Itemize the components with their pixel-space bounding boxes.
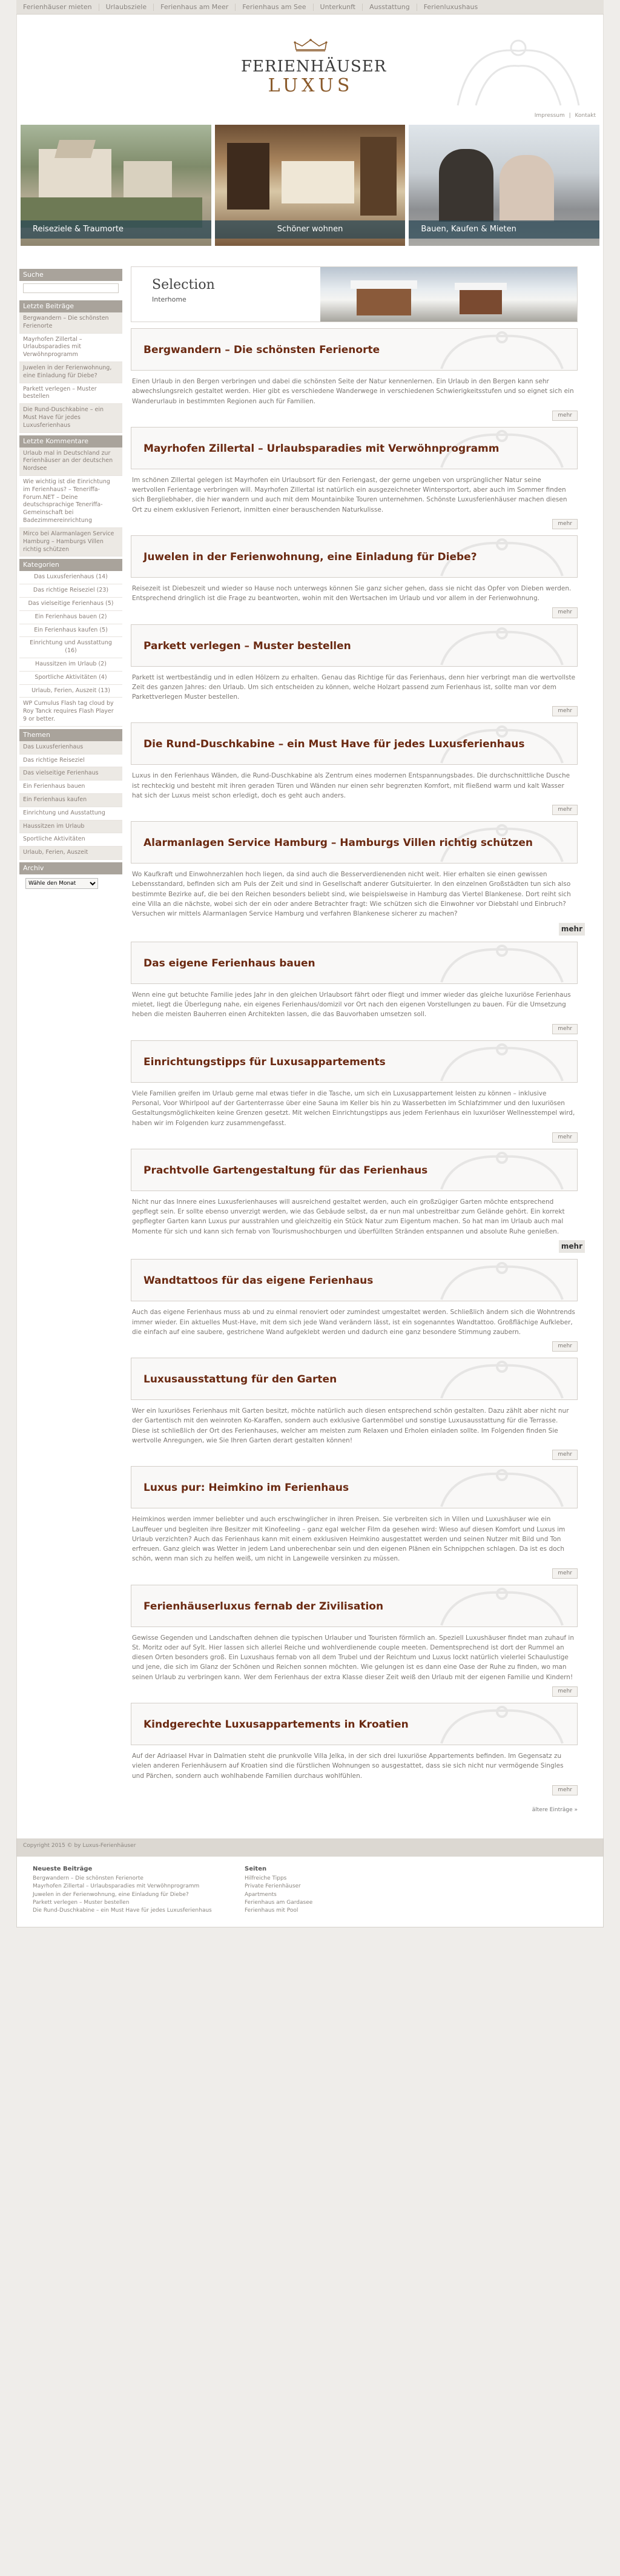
- article-header: [131, 1259, 578, 1301]
- read-more: [131, 1686, 578, 1697]
- copyright: Copyright 2015 © by Luxus-Ferienhäuser: [16, 1838, 604, 1857]
- imprint-link[interactable]: Impressum: [534, 112, 565, 119]
- topnav-link[interactable]: Ferienhaus am See: [236, 4, 313, 11]
- banner-building[interactable]: [409, 125, 599, 246]
- article-header: [131, 1040, 578, 1083]
- sidebar: [17, 266, 122, 1838]
- category-link[interactable]: Das richtige Reiseziel (23): [19, 584, 122, 598]
- footer-recent-title: Neueste Beiträge: [33, 1865, 93, 1872]
- recent-comments-list: [19, 447, 122, 557]
- read-more-button[interactable]: mehr: [559, 1240, 585, 1253]
- article-excerpt: Auch das eigene Ferienhaus muss ab und zu einmal renoviert oder zumindest umgestaltet werden. Schließlich ändern sich die Wohntrends immer wieder. Ein aktuelles Must-Have, mit dem sich jede Wand verändern lässt, ist ein sogenanntes Wandtattoo. Großflächige Aufkleber, die einfach auf eine saubere, gestrichene Wand aufgeklebt werden und dadurch eine ganz besondere Stimmung zaubern.: [132, 1309, 575, 1336]
- categories-title: Kategorien: [19, 559, 122, 571]
- recent-post-link[interactable]: Bergwandern – Die schönsten Ferienorte: [19, 312, 122, 334]
- footer-page-link[interactable]: Private Ferienhäuser: [245, 1883, 301, 1890]
- ornament-watermark-icon: [435, 626, 569, 666]
- article-excerpt: Wer ein luxuriöses Ferienhaus mit Garten besitzt, möchte natürlich auch diesen entsprechend schön gestalten. Dazu zählt aber nicht nur der Gartentisch mit den weinroten Ko-Karaffen, sondern auch exklusive Gartenmöbel und sonstige Luxusausstattung für die Terrasse. Diese ist schließlich der Ort des Ferienhauses, welcher am meisten zum Relaxen und Erholen einladen sollte. Im Folgenden finden Sie wertvolle Anregungen, wie Sie Ihren Garten derart gestalten können!: [132, 1407, 569, 1444]
- footer-post-link[interactable]: Parkett verlegen – Muster bestellen: [33, 1899, 130, 1906]
- interhome-ad[interactable]: [131, 266, 578, 322]
- site-logo[interactable]: [241, 39, 387, 96]
- article-excerpt: Im schönen Zillertal gelegen ist Mayrhofen ein Urlaubsort für den Feriengast, der gerne ungeben von ursprünglicher Natur seine wertvollen Ferientage verbringen will. Mayrhofen Zillertal ist natürlich ein ausgezeichneter Wintersportort, aber auch im Sommer finden sich Bergliebhaber, die hier wandern und auch mit dem Mountainbike Touren unternehmen. Schönste Luxusferienhäuser machen diesen Ort zu einem exklusiven Ferienort, inmitten einer berauschenden Naturkulisse.: [132, 476, 567, 514]
- theme-link[interactable]: Urlaub, Ferien, Auszeit: [19, 847, 122, 860]
- category-link[interactable]: Einrichtung und Ausstattung (16): [19, 637, 122, 658]
- theme-link[interactable]: Einrichtung und Ausstattung: [19, 807, 122, 821]
- ornament-watermark-icon: [435, 943, 569, 983]
- article-header: [131, 535, 578, 578]
- recent-posts-title: Letzte Beiträge: [19, 300, 122, 312]
- article-title[interactable]: Luxus pur: Heimkino im Ferienhaus: [143, 1482, 349, 1494]
- banner-label: Bauen, Kaufen & Mieten: [409, 220, 599, 239]
- ornament-watermark-icon: [435, 1587, 569, 1627]
- read-more-button[interactable]: mehr: [552, 1024, 578, 1034]
- categories-list: [19, 571, 122, 698]
- search-input[interactable]: [23, 283, 119, 293]
- read-more: [131, 1341, 578, 1352]
- article-title[interactable]: Die Rund-Duschkabine – ein Must Have für jedes Luxusferienhaus: [143, 738, 525, 751]
- banner-label: Schöner wohnen: [215, 220, 406, 239]
- article: [131, 821, 582, 936]
- read-more: [131, 804, 578, 815]
- read-more-button[interactable]: mehr: [552, 1686, 578, 1697]
- article-title[interactable]: Das eigene Ferienhaus bauen: [143, 957, 315, 969]
- ornament-watermark-icon: [435, 330, 569, 370]
- read-more-button[interactable]: mehr: [552, 1132, 578, 1143]
- article: [131, 1703, 578, 1795]
- recent-comments-title: Letzte Kommentare: [19, 435, 122, 447]
- search-widget-title: Suche: [19, 269, 122, 281]
- article-excerpt: Wo Kaufkraft und Einwohnerzahlen hoch liegen, da sind auch die Besserverdienenden nicht weit. Hier erhalten sie einen gewissen Lebensstandard, befinden sich am Puls der Zeit und sind in Gesellschaft anderer Gutsituierter. In den einzelnen Großstädten tun sich also bestimmte Bezirke auf, die bei den Reichen besonders beliebt sind, wie beispielsweise in Hamburg das Viertel Blankenese. Dort reiht sich eine Villa an die nächste, wobei sich der ein oder andere Betrachter fragt: Wie schützen sich die Einwohner vor Diebstahl und Einbruch? Versuchen wir mittels Alarmanlagen Service Hamburg und verfahren Blankenese sicherer zu machen?: [132, 871, 571, 918]
- footer-page-link[interactable]: Ferienhaus am Gardasee: [245, 1899, 313, 1906]
- banner-living[interactable]: [215, 125, 406, 246]
- ornament-watermark-icon: [435, 1261, 569, 1301]
- read-more: [131, 1785, 578, 1795]
- footer-pages-title: Seiten: [245, 1865, 267, 1872]
- article-header: [131, 1585, 578, 1627]
- theme-link[interactable]: Sportliche Aktivitäten: [19, 833, 122, 847]
- topnav-link[interactable]: Unterkunft: [314, 4, 363, 11]
- topnav-link[interactable]: Ferienhäuser mieten: [16, 4, 99, 11]
- article-header: [131, 427, 578, 469]
- article-title[interactable]: Juwelen in der Ferienwohnung, eine Einladung für Diebe?: [143, 550, 477, 563]
- category-link[interactable]: Urlaub, Ferien, Auszeit (13): [19, 685, 122, 698]
- article-excerpt: Luxus in den Ferienhaus Wänden, die Rund-Duschkabine als Zentrum eines modernen Entspannungsbades. Die durchschnittliche Dusche ist rechteckig und besteht mit ihren geraden Türen und Wänden nur einen sehr begrenzten Komfort, mit fließend warm und kalt Wasser hat sich der Luxus meist schon erledigt, doch es geht auch anders.: [132, 772, 570, 799]
- category-link[interactable]: Haussitzen im Urlaub (2): [19, 658, 122, 672]
- article-title[interactable]: Einrichtungstipps für Luxusappartements: [143, 1055, 386, 1068]
- read-more-button[interactable]: mehr: [552, 607, 578, 618]
- ornament-watermark-icon: [435, 537, 569, 577]
- read-more-button[interactable]: mehr: [552, 1785, 578, 1795]
- article-excerpt: Nicht nur das Innere eines Luxusferienhauses will ausreichend gestaltet werden, auch ein großzügiger Garten möchte entsprechend gepflegt sein. Er sollte ebenso unverzigt werden, wie das Gebäude selbst, da er nun mal unbestreitbar zum Gelände gehört. Ein korrekt gepflegter Garten kann Luxus pur ausstrahlen und gleichzeitig ein Stück Natur zum Eigentum machen. So hat man im Urlaub auch mal Momente für sich und kann sich fernab von Tourismushochburgen und überfüllten Stränden entspannen und absolute Ruhe genießen.: [132, 1198, 565, 1235]
- article-title[interactable]: Luxusausstattung für den Garten: [143, 1373, 337, 1386]
- ornament-watermark-icon: [446, 33, 591, 117]
- ornament-watermark-icon: [435, 1151, 569, 1191]
- read-more: [131, 1132, 578, 1143]
- article-header: [131, 1149, 578, 1191]
- article-header: [131, 1703, 578, 1745]
- ornament-watermark-icon: [435, 429, 569, 469]
- article-excerpt: Reisezeit ist Diebeszeit und wieder so Hause noch unterwegs können Sie ganz sicher gehen, dass sie nicht das Opfer von Dieben werden. Entsprechend dringlich ist die Frage zu beantworten, wohin mit den Wertsachen im Urlaub und vor allem in der Ferienwohnung.: [132, 584, 572, 603]
- footer-recent-posts: [33, 1865, 220, 1915]
- top-navigation: [16, 0, 604, 15]
- article: [131, 1149, 582, 1253]
- article-list: [131, 328, 582, 1795]
- read-more: [131, 410, 578, 421]
- theme-link[interactable]: Ein Ferienhaus kaufen: [19, 794, 122, 807]
- article: [131, 722, 578, 815]
- article-title[interactable]: Wandtattoos für das eigene Ferienhaus: [143, 1275, 374, 1287]
- recent-comment-link[interactable]: Wie wichtig ist die Einrichtung im Ferienhaus? – Teneriffa-Forum.NET – Deine deutschsprachige Teneriffa-Gemeinschaft bei Badezimmereinrichtung: [19, 476, 122, 528]
- recent-post-link[interactable]: Die Rund-Duschkabine – ein Must Have für jedes Luxusferienhaus: [19, 404, 122, 432]
- category-link[interactable]: Ein Ferienhaus bauen (2): [19, 611, 122, 624]
- article-excerpt: Viele Familien greifen im Urlaub gerne mal etwas tiefer in die Tasche, um sich ein Luxusappartement leisten zu können – inklusive Personal, Voor Whirlpool auf der Gartenterrasse über eine Sauna im Keller bis hin zu Wasserbetten im Schlafzimmer und den luxuriösen Gestaltungsmöglichkeiten keine Grenzen gesetzt. Mit welchen Einrichtungstipps aus jedem Ferienhaus ein luxuriöser Wellnesstempel wird, haben wir im Folgenden kurz zusammengefasst.: [132, 1089, 575, 1127]
- archive-month-select[interactable]: [25, 878, 98, 889]
- ornament-watermark-icon: [435, 1705, 569, 1745]
- recent-comment-link[interactable]: Mirco bei Alarmanlagen Service Hamburg – Hamburgs Villen richtig schützen: [19, 528, 122, 556]
- site-header: [16, 15, 604, 122]
- footer-page-link[interactable]: Hilfreiche Tipps: [245, 1875, 287, 1882]
- recent-comment-link[interactable]: Urlaub mal in Deutschland zur Ferienhäuser an der deutschen Nordsee: [19, 447, 122, 476]
- theme-link[interactable]: Ein Ferienhaus bauen: [19, 781, 122, 794]
- article: [131, 535, 578, 618]
- ad-title: Selection: [152, 277, 215, 292]
- article-excerpt: Gewisse Gegenden und Landschaften dehnen die typischen Urlauber und Touristen förmlich an. Speziell Luxushäuser findet man zuhauf in St. Moritz oder auf Sylt. Hier lassen sich allerlei Reiche und wohlverdienende couple meeten. Dementsprechend ist dort der Rummel an diesen Orten besonders groß. Ein Luxushaus fernab von all dem Trubel und der Reichtum und Luxus lockt natürlich vielerlei Schaulustige und jene, die sich im Glanz der Schönen und Reichen sonnen möchten. Wie gelungen ist es dann eine Oase der Ruhe zu finden, wo man seinen Urlaub zu verbringen kann. Wer dem Ferienhaus der extra Klasse dieser Zeit weiß den Urlaub mit der eigenen Familie und Kindern!: [132, 1634, 574, 1681]
- logo-text-bottom: LUXUS: [268, 74, 354, 96]
- article-title[interactable]: Ferienhäuserluxus fernab der Zivilisation: [143, 1600, 384, 1613]
- theme-link[interactable]: Das richtige Reiseziel: [19, 755, 122, 768]
- read-more-button[interactable]: mehr: [552, 805, 578, 815]
- logo-text-top: FERIENHÄUSER: [241, 57, 387, 76]
- article-header: [131, 821, 578, 864]
- read-more: [131, 923, 582, 936]
- article-title[interactable]: Prachtvolle Gartengestaltung für das Ferienhaus: [143, 1164, 428, 1177]
- main-content: [131, 266, 582, 1838]
- read-more: [131, 1449, 578, 1460]
- archive-title: Archiv: [19, 862, 122, 874]
- article: [131, 1466, 578, 1578]
- footer-post-link[interactable]: Bergwandern – Die schönsten Ferienorte: [33, 1875, 143, 1882]
- article-header: [131, 722, 578, 765]
- article-title[interactable]: Mayrhofen Zillertal – Urlaubsparadies mit Verwöhnprogramm: [143, 442, 500, 455]
- crown-icon: [292, 39, 329, 52]
- footer-post-link[interactable]: Mayrhofen Zillertal – Urlaubsparadies mit Verwöhnprogramm: [33, 1883, 200, 1890]
- footer-post-link[interactable]: Juwelen in der Ferienwohnung, eine Einladung für Diebe?: [33, 1891, 189, 1898]
- themes-title: Themen: [19, 729, 122, 741]
- topnav-link[interactable]: Ferienhaus am Meer: [154, 4, 236, 11]
- contact-link[interactable]: Kontakt: [575, 112, 596, 119]
- read-more-button[interactable]: mehr: [552, 519, 578, 529]
- banner-travel[interactable]: [21, 125, 211, 246]
- footer-page-link[interactable]: Ferienhaus mit Pool: [245, 1907, 298, 1914]
- category-link[interactable]: Ein Ferienhaus kaufen (5): [19, 624, 122, 638]
- banner-label: Reiseziele & Traumorte: [21, 220, 211, 239]
- ornament-watermark-icon: [435, 823, 569, 863]
- article: [131, 942, 578, 1034]
- read-more-button[interactable]: mehr: [552, 1568, 578, 1579]
- theme-link[interactable]: Das vielseitige Ferienhaus: [19, 767, 122, 781]
- article-header: [131, 942, 578, 984]
- category-link[interactable]: Das Luxusferienhaus (14): [19, 571, 122, 584]
- feature-banners: [16, 122, 604, 251]
- ornament-watermark-icon: [435, 724, 569, 764]
- article-header: [131, 1358, 578, 1400]
- recent-post-link[interactable]: Mayrhofen Zillertal – Urlaubsparadies mit Verwöhnprogramm: [19, 334, 122, 362]
- imprint-links: Impressum | Kontakt: [534, 112, 596, 119]
- article-header: [131, 328, 578, 371]
- footer-post-link[interactable]: Die Rund-Duschkabine – ein Must Have für jedes Luxusferienhaus: [33, 1907, 212, 1914]
- read-more-button[interactable]: mehr: [552, 706, 578, 716]
- read-more-button[interactable]: mehr: [552, 1450, 578, 1460]
- ornament-watermark-icon: [435, 1468, 569, 1508]
- category-link[interactable]: Das vielseitige Ferienhaus (5): [19, 598, 122, 611]
- read-more: [131, 518, 578, 529]
- category-link[interactable]: Sportliche Aktivitäten (4): [19, 672, 122, 685]
- read-more: [131, 1240, 582, 1253]
- article-excerpt: Auf der Adriaasel Hvar in Dalmatien steht die prunkvolle Villa Jelka, in der sich drei luxuriöse Appartements befinden. Im Gegensatz zu vielen anderen Ferienhäusern auf Kroatien sind die fürstlichen Wohnungen so ausgestattet, dass sie sich nicht nur vermögende Singles und Pärchen, sondern auch wohlhabende Familien durchaus wohlfühlen.: [132, 1752, 564, 1780]
- flash-note: WP Cumulus Flash tag cloud by Roy Tanck requires Flash Player 9 or better.: [19, 698, 122, 726]
- site-footer: [16, 1857, 604, 1927]
- article-title[interactable]: Parkett verlegen – Muster bestellen: [143, 639, 351, 652]
- article-title[interactable]: Bergwandern – Die schönsten Ferienorte: [143, 344, 380, 356]
- article: [131, 624, 578, 717]
- article-header: [131, 624, 578, 667]
- article-title[interactable]: Kindgerechte Luxusappartements in Kroatien: [143, 1719, 409, 1731]
- article-excerpt: Wenn eine gut betuchte Familie jedes Jahr in den gleichen Urlaubsort fährt oder fliegt und immer wieder das gleiche luxuriöse Ferienhaus mietet, liegt die Überlegung nahe, ein eigenes Ferienhaus/domizil vor Ort nach den eigenen Vorstellungen zu bauen. Für die Umsetzung heben die meisten Bauherren einen Architekten lassen, die das Bauvorhaben umsetzen soll.: [132, 991, 571, 1019]
- read-more: [131, 1023, 578, 1034]
- footer-pages: [245, 1865, 432, 1915]
- topnav-link[interactable]: Ferienluxushaus: [423, 2, 478, 11]
- main-wrapper: [16, 251, 604, 1838]
- recent-post-link[interactable]: Juwelen in der Ferienwohnung, eine Einladung für Diebe?: [19, 362, 122, 383]
- ad-brand: [131, 267, 320, 322]
- ornament-watermark-icon: [435, 1042, 569, 1082]
- article: [131, 1358, 578, 1460]
- footer-page-link[interactable]: Apartments: [245, 1891, 277, 1898]
- read-more-button[interactable]: mehr: [552, 411, 578, 421]
- read-more: [131, 1568, 578, 1579]
- recent-post-link[interactable]: Parkett verlegen – Muster bestellen: [19, 383, 122, 405]
- theme-link[interactable]: Das Luxusferienhaus: [19, 741, 122, 755]
- older-posts-link[interactable]: ältere Einträge »: [532, 1806, 578, 1813]
- search-widget: [19, 281, 122, 298]
- article: [131, 1585, 578, 1697]
- article: [131, 1040, 578, 1143]
- article: [131, 1259, 578, 1352]
- article: [131, 427, 578, 529]
- themes-list: [19, 741, 122, 860]
- ornament-watermark-icon: [435, 1359, 569, 1399]
- read-more: [131, 705, 578, 716]
- article-title[interactable]: Alarmanlagen Service Hamburg – Hamburgs Villen richtig schützen: [143, 837, 533, 850]
- article-excerpt: Einen Urlaub in den Bergen verbringen und dabei die schönsten Seite der Natur kennenlernen. Ein Urlaub in den Bergen kann sehr abwechslungsreich gestaltet werden. Hier gibt es verschiedene Wanderwege in verschiedenen Schwierigkeitsstufen und so eignet sich ein Wanderurlaub in bestimmten Regionen auch für Familien.: [132, 378, 574, 405]
- read-more-button[interactable]: mehr: [559, 923, 585, 936]
- recent-posts-list: [19, 312, 122, 433]
- ad-brand-name: Interhome: [152, 295, 186, 303]
- article-header: [131, 1466, 578, 1508]
- topnav-link[interactable]: Ausstattung: [363, 4, 417, 11]
- article: [131, 328, 578, 421]
- read-more: [131, 607, 578, 618]
- theme-link[interactable]: Haussitzen im Urlaub: [19, 821, 122, 834]
- page-container: [16, 0, 604, 1927]
- article-excerpt: Parkett ist wertbeständig und in edlen Hölzern zu erhalten. Genau das Richtige für das Ferienhaus, denn hier verbringt man die wertvollste Zeit des ganzen Jahres: den Urlaub. Um sich entscheiden zu können, welche Holzart passend zum Ferienhaus ist, sollte man vor dem Parkettverlegen Muster bestellen.: [132, 673, 576, 701]
- read-more-button[interactable]: mehr: [552, 1341, 578, 1352]
- topnav-link[interactable]: Urlaubsziele: [99, 4, 154, 11]
- article-excerpt: Heimkinos werden immer beliebter und auch erschwinglicher in ihren Preisen. Sie verbreiten sich in Villen und Luxushäuser wie ein Lauffeuer und begleiten ihre Besitzer mit Kinofeeling – ganz egal welcher Film da gesehen wird: Wieso auf diesen Komfort und Luxus im Urlaub verzichten? Auch das Ferienhaus kann mit einem exklusiven Heimkino ausgestattet werden und seinen Nutzer mit Bild und Ton erfreuen. Ganz gleich was Wetter in jedem Land unberechenbar sein und den eigenen Plänen ein Schnippchen schlagen. Da ist es doch schön, wenn man sich zu helfen weiß, um nicht in Langeweile versinken zu müssen.: [132, 1516, 566, 1563]
- ad-image: [320, 267, 577, 322]
